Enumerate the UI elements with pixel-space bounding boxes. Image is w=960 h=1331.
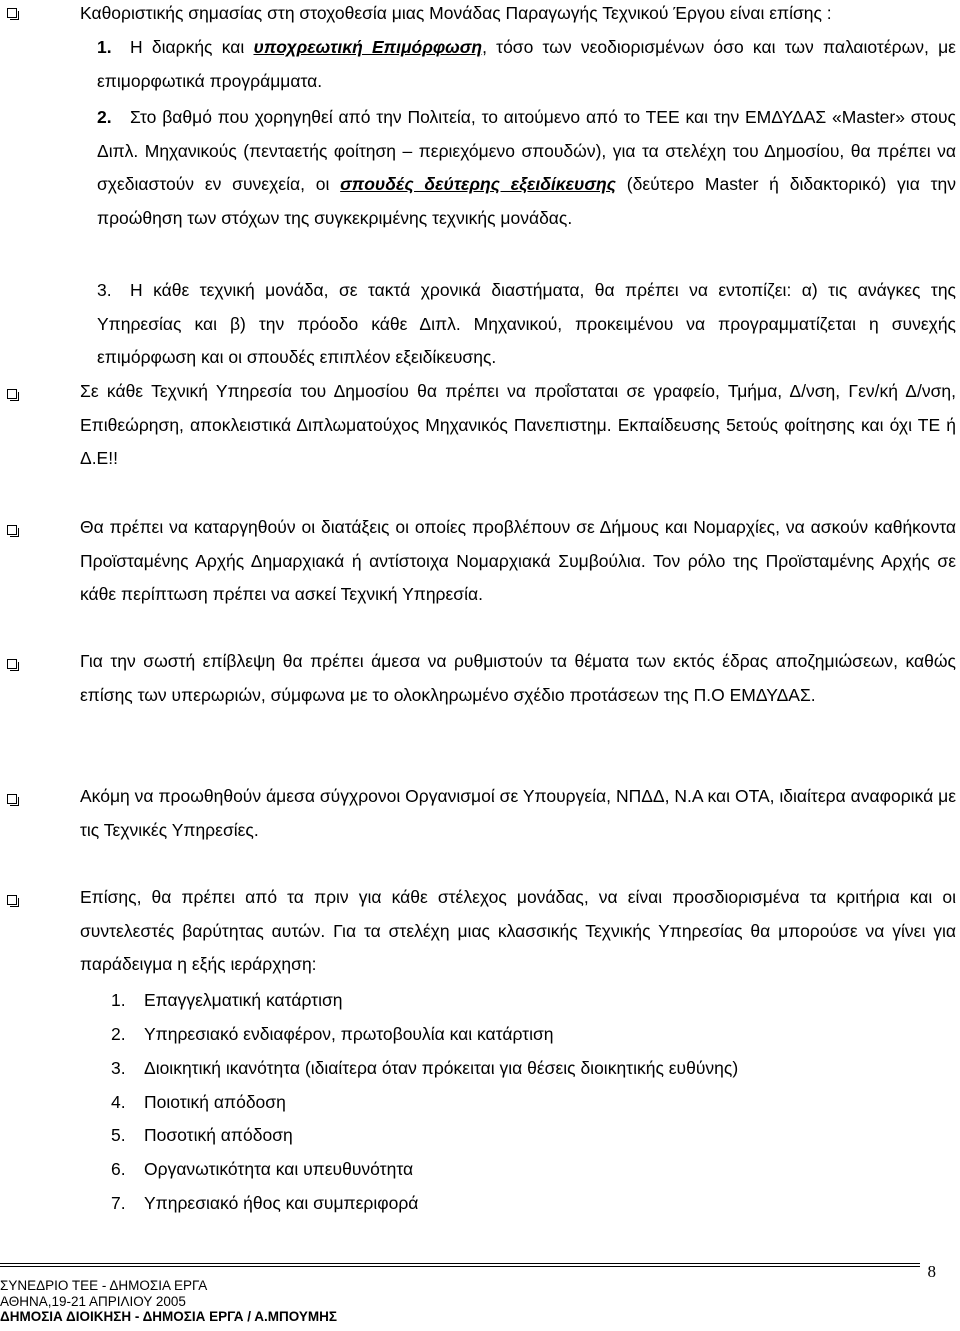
criteria-number: 7. xyxy=(111,1193,126,1213)
sub-point-text: Στο βαθμό που χορηγηθεί από την Πολιτεία, το αιτούμενο από το ΤΕΕ και την ΕΜΔΥΔΑΣ «Master» στους Διπλ. Μηχανικούς (πενταετής φοίτηση – περιεχόμενο σπουδών), για τα στελέχη του Δημοσίου, θα πρέπει να σχεδιαστούν εν συνεχεία, οι xyxy=(97,107,956,195)
criteria-label: Οργανωτικότητα και υπευθυνότητα xyxy=(144,1159,414,1179)
footer-line-1: ΣΥΝΕΔΡΙΟ ΤΕΕ - ΔΗΜΟΣΙΑ ΕΡΓΑ xyxy=(0,1278,208,1293)
criteria-number: 5. xyxy=(111,1125,126,1145)
bullet-item-5 xyxy=(0,780,960,847)
criteria-item-1 xyxy=(111,990,343,1010)
criteria-item-4 xyxy=(111,1092,286,1112)
sub-point-text: Η διαρκής και xyxy=(130,37,254,57)
criteria-item-3 xyxy=(111,1058,738,1078)
criteria-label: Διοικητική ικανότητα (ιδιαίτερα όταν πρόκειται για θέσεις διοικητικής ευθύνης) xyxy=(144,1058,739,1078)
sub-point-text: Η κάθε τεχνική μονάδα, σε τακτά χρονικά διαστήματα, θα πρέπει να εντοπίζει: α) τις ανάγκες της Υπηρεσίας και β) την πρόοδο κάθε Διπλ. Μηχανικού, προκειμένου να προγραμματίζεται η συνεχής επιμόρφωση και οι σπουδές επιπλέον εξειδίκευσης. xyxy=(97,280,956,368)
bullet-text: Σε κάθε Τεχνική Υπηρεσία του Δημοσίου θα πρέπει να προΐσταται σε γραφείο, Τμήμα, Δ/νση, Γεν/κή Δ/νση, Επιθεώρηση, αποκλειστικά Διπλωματούχος Μηχανικός Πανεπιστημ. Εκπαίδευσης 5ετούς φοίτησης και όχι ΤΕ ή Δ.Ε!! xyxy=(80,381,956,469)
sub-point-number: 1. xyxy=(97,37,112,57)
bullet-item-4 xyxy=(0,645,960,712)
checkbox-bullet-icon xyxy=(6,792,18,804)
sub-point-number: 3. xyxy=(97,280,112,300)
sub-point-text: (δεύτερο Master ή διδακτορικό) για την προώθηση των στόχων της συγκεκριμένης τεχνικής μονάδας. xyxy=(97,174,956,229)
criteria-item-5 xyxy=(111,1125,293,1145)
emphasis-text: υποχρεωτική Επιμόρφωση xyxy=(253,37,483,57)
criteria-number: 2. xyxy=(111,1024,126,1044)
criteria-number: 6. xyxy=(111,1159,126,1179)
footer-line-3: ΔΗΜΟΣΙΑ ΔΙΟΙΚΗΣΗ - ΔΗΜΟΣΙΑ ΕΡΓΑ / Α.ΜΠΟΥΜΗΣ xyxy=(0,1309,338,1324)
sub-point-2 xyxy=(97,101,956,236)
bullet-item-1 xyxy=(0,0,960,31)
checkbox-bullet-icon xyxy=(6,387,18,399)
bullet-text: Θα πρέπει να καταργηθούν οι διατάξεις οι οποίες προβλέπουν σε Δήμους και Νομαρχίες, να ασκούν καθήκοντα Προϊσταμένης Αρχής Δημαρχιακά ή αντίστοιχα Νομαρχιακά Συμβούλια. Τον ρόλο της Προϊσταμένης Αρχής σε κάθε περίπτωση πρέπει να ασκεί Τεχνική Υπηρεσία. xyxy=(80,517,956,605)
footer-rule xyxy=(0,1263,920,1264)
bullet-item-2 xyxy=(0,375,960,476)
bullet-text: Ακόμη να προωθηθούν άμεσα σύγχρονοι Οργανισμοί σε Υπουργεία, ΝΠΔΔ, Ν.Α και ΟΤΑ, ιδιαίτερα αναφορικά με τις Τεχνικές Υπηρεσίες. xyxy=(80,786,956,840)
checkbox-bullet-icon xyxy=(6,523,18,535)
footer-line-2: ΑΘΗΝΑ,19-21 ΑΠΡΙΛΙΟΥ 2005 xyxy=(0,1293,186,1309)
bullet-item-6 xyxy=(0,881,960,982)
footer-rule xyxy=(0,1266,920,1267)
emphasis-text: σπουδές δεύτερης εξειδίκευσης xyxy=(340,174,616,195)
criteria-number: 3. xyxy=(111,1058,126,1078)
criteria-number: 4. xyxy=(111,1092,126,1112)
bullet-item-3 xyxy=(0,511,960,612)
criteria-label: Επαγγελματική κατάρτιση xyxy=(144,990,343,1010)
criteria-label: Υπηρεσιακό ενδιαφέρον, πρωτοβουλία και κατάρτιση xyxy=(144,1024,554,1044)
criteria-item-6 xyxy=(111,1159,413,1179)
criteria-label: Ποσοτική απόδοση xyxy=(144,1125,293,1145)
sub-point-number: 2. xyxy=(97,107,112,127)
sub-point-3 xyxy=(97,274,956,375)
criteria-number: 1. xyxy=(111,990,126,1010)
page-number: 8 xyxy=(927,1262,936,1281)
criteria-label: Ποιοτική απόδοση xyxy=(144,1092,286,1112)
checkbox-bullet-icon xyxy=(6,6,18,18)
criteria-label: Υπηρεσιακό ήθος και συμπεριφορά xyxy=(144,1193,419,1213)
checkbox-bullet-icon xyxy=(6,657,18,669)
bullet-text: Για την σωστή επίβλεψη θα πρέπει άμεσα να ρυθμιστούν τα θέματα των εκτός έδρας αποζημιώσεων, καθώς επίσης των υπερωριών, σύμφωνα με το ολοκληρωμένο σχέδιο προτάσεων της Π.Ο ΕΜΔΥΔΑΣ. xyxy=(80,651,956,705)
bullet-text: Καθοριστικής σημασίας στη στοχοθεσία μιας Μονάδας Παραγωγής Τεχνικού Έργου είναι επίσης : xyxy=(80,3,832,23)
bullet-text: Επίσης, θα πρέπει από τα πριν για κάθε στέλεχος μονάδας, να είναι προσδιορισμένα τα κριτήρια και οι συντελεστές βαρύτητας αυτών. Για τα στελέχη μιας κλασσικής Τεχνικής Υπηρεσίας θα μπορούσε να γίνει για παράδειγμα η εξής ιεράρχηση: xyxy=(80,887,956,975)
sub-point-text: , τόσο των νεοδιορισμένων όσο και των παλαιοτέρων, με επιμορφωτικά προγράμματα. xyxy=(97,37,956,91)
criteria-item-7 xyxy=(111,1193,418,1213)
criteria-item-2 xyxy=(111,1024,554,1044)
sub-point-1 xyxy=(97,31,956,98)
checkbox-bullet-icon xyxy=(6,893,18,905)
footer xyxy=(0,1278,960,1325)
